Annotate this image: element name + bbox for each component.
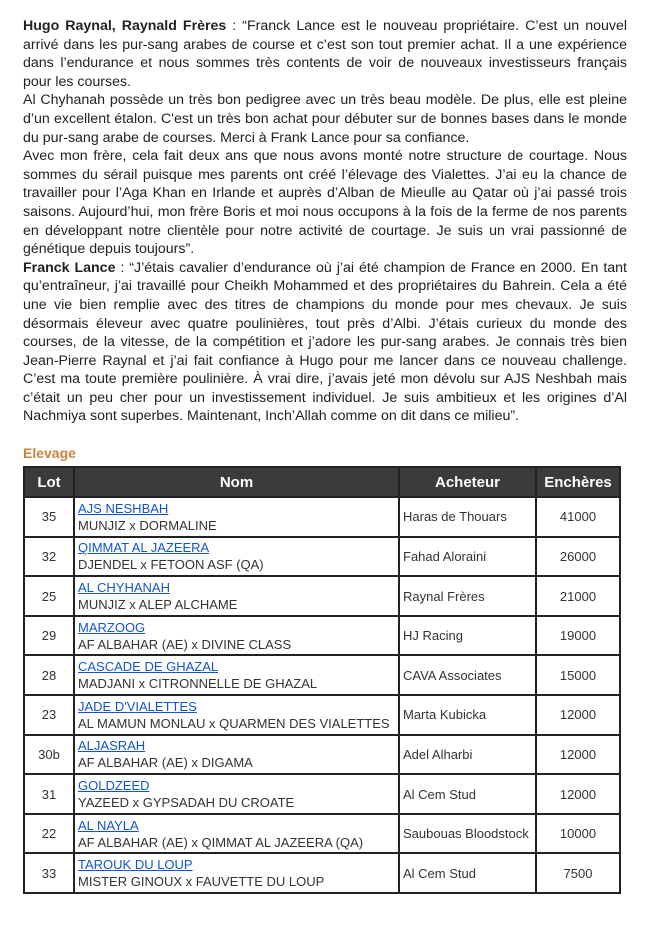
horse-name-link[interactable]: GOLDZEED	[78, 778, 150, 794]
table-row	[24, 814, 620, 854]
lot-number: 32	[24, 537, 74, 577]
horse-pedigree: AF ALBAHAR (AE) x QIMMAT AL JAZEERA (QA)	[78, 834, 364, 850]
horse-cell	[74, 814, 399, 854]
buyer-name: Adel Alharbi	[399, 735, 536, 775]
horse-cell	[74, 774, 399, 814]
sale-price: 12000	[536, 774, 620, 814]
section-title: Elevage	[23, 445, 76, 462]
horse-pedigree: MUNJIZ x DORMALINE	[78, 517, 217, 533]
column-header-name: Nom	[74, 467, 399, 497]
horse-cell	[74, 655, 399, 695]
buyer-name: CAVA Associates	[399, 655, 536, 695]
sale-price: 41000	[536, 497, 620, 537]
buyer-name: Marta Kubicka	[399, 695, 536, 735]
sale-price: 12000	[536, 695, 620, 735]
table-row	[24, 853, 620, 893]
lot-number: 31	[24, 774, 74, 814]
table-row	[24, 616, 620, 656]
quote-text: : “J’étais cavalier d’endurance où j’ai été champion de France en 2000. En tant qu’entraîneur, j’ai travaillé pour Cheikh Mohammed et des propriétaires du Bahrein. Cela a été une vie bien remplie avec des titres de champions du monde pour mes chevaux. Je suis désormais éleveur avec quatre poulinières, tout près d’Albi. J’étais curieux du monde des courses, de la vitesse, de la compétition et j’adore les pur-sang arabes. Je connais très bien Jean-Pierre Raynal et j’ai fait confiance à Hugo pour me lancer dans ce nouveau challenge. C’est ma toute première poulinière. À vrai dire, j’avais jeté mon dévolu sur AJS Neshbah mais c’était un peu cher pour un investissement individuel. Je suis ambitieux et les origines d’Al Nachmiya sont superbes. Maintenant, Inch’Allah comme on dit dans ce milieu”.	[23, 259, 627, 425]
article-body	[23, 17, 627, 426]
table-row	[24, 774, 620, 814]
horse-pedigree: AL MAMUN MONLAU x QUARMEN DES VIALETTES	[78, 715, 390, 731]
table-row	[24, 695, 620, 735]
horse-name-link[interactable]: JADE D'VIALETTES	[78, 698, 197, 714]
horse-pedigree: MADJANI x CITRONNELLE DE GHAZAL	[78, 676, 318, 692]
lot-number: 28	[24, 655, 74, 695]
auction-results-table	[23, 466, 621, 894]
horse-name-link[interactable]: CASCADE DE GHAZAL	[78, 659, 219, 675]
horse-cell	[74, 497, 399, 537]
horse-name-link[interactable]: MARZOOG	[78, 619, 146, 635]
buyer-name: Saubouas Bloodstock	[399, 814, 536, 854]
horse-cell	[74, 537, 399, 577]
horse-pedigree: MUNJIZ x ALEP ALCHAME	[78, 597, 238, 613]
table-row	[24, 655, 620, 695]
paragraph-franck-lance	[23, 259, 627, 426]
buyer-name: Haras de Thouars	[399, 497, 536, 537]
horse-name-link[interactable]: QIMMAT AL JAZEERA	[78, 540, 210, 556]
table-row	[24, 497, 620, 537]
table-row	[24, 576, 620, 616]
quote-text: : “Franck Lance est le nouveau propriétaire. C’est un nouvel arrivé dans les pur-sang arabes de course et c’est son tout premier achat. Il a une expérience dans l’endurance et nous sommes très contents de voir de nouveaux investisseurs français pour les courses.	[23, 18, 628, 90]
sale-price: 7500	[536, 853, 620, 893]
buyer-name: Al Cem Stud	[399, 853, 536, 893]
horse-pedigree: AF ALBAHAR (AE) x DIGAMA	[78, 755, 253, 771]
horse-pedigree: AF ALBAHAR (AE) x DIVINE CLASS	[78, 636, 292, 652]
column-header-lot: Lot	[24, 467, 74, 497]
table-body	[24, 497, 620, 893]
lot-number: 23	[24, 695, 74, 735]
horse-pedigree: DJENDEL x FETOON ASF (QA)	[78, 557, 264, 573]
column-header-buyer: Acheteur	[399, 467, 536, 497]
buyer-name: Fahad Aloraini	[399, 537, 536, 577]
horse-cell	[74, 576, 399, 616]
paragraph-al-chyhanah: Al Chyhanah possède un très bon pedigree avec un très beau modèle. De plus, elle est pleine d’un excellent étalon. C'est un très bon achat pour débuter sur de bonnes bases dans le monde du pur-sang arabe de courses. Merci à Frank Lance pour sa confiance.	[23, 92, 627, 146]
table-row	[24, 735, 620, 775]
horse-cell	[74, 853, 399, 893]
buyer-name: HJ Racing	[399, 616, 536, 656]
paragraph-hugo-raynal	[23, 17, 627, 91]
horse-pedigree: MISTER GINOUX x FAUVETTE DU LOUP	[78, 874, 325, 890]
sale-price: 12000	[536, 735, 620, 775]
horse-name-link[interactable]: AJS NESHBAH	[78, 500, 169, 516]
speaker-name: Franck Lance	[23, 259, 116, 276]
lot-number: 35	[24, 497, 74, 537]
sale-price: 26000	[536, 537, 620, 577]
paragraph-courtage: Avec mon frère, cela fait deux ans que nous avons monté notre structure de courtage. Nous sommes du sérail puisque mes parents ont créé l’élevage des Vialettes. J’ai eu la chance de travailler pour l’Aga Khan en Irlande et auprès d’Alban de Mieulle au Qatar où j’ai passé trois saisons. Aujourd’hui, mon frère Boris et moi nous occupons à la fois de la ferme de nos parents en développant notre clientèle pour notre activité de courtage. Je suis un vrai passionné de génétique depuis toujours”.	[23, 148, 627, 258]
column-header-price: Enchères	[536, 467, 620, 497]
buyer-name: Raynal Frères	[399, 576, 536, 616]
lot-number: 33	[24, 853, 74, 893]
sale-price: 19000	[536, 616, 620, 656]
lot-number: 29	[24, 616, 74, 656]
horse-cell	[74, 735, 399, 775]
sale-price: 21000	[536, 576, 620, 616]
horse-name-link[interactable]: AL NAYLA	[78, 817, 139, 833]
horse-pedigree: YAZEED x GYPSADAH DU CROATE	[78, 795, 295, 811]
horse-name-link[interactable]: ALJASRAH	[78, 738, 146, 754]
horse-name-link[interactable]: AL CHYHANAH	[78, 580, 170, 596]
lot-number: 25	[24, 576, 74, 616]
horse-cell	[74, 695, 399, 735]
table-row	[24, 537, 620, 577]
sale-price: 15000	[536, 655, 620, 695]
lot-number: 30b	[24, 735, 74, 775]
speaker-name: Hugo Raynal, Raynald Frères	[23, 18, 227, 34]
lot-number: 22	[24, 814, 74, 854]
buyer-name: Al Cem Stud	[399, 774, 536, 814]
table-header-row	[24, 467, 620, 497]
horse-cell	[74, 616, 399, 656]
sale-price: 10000	[536, 814, 620, 854]
horse-name-link[interactable]: TAROUK DU LOUP	[78, 857, 193, 873]
